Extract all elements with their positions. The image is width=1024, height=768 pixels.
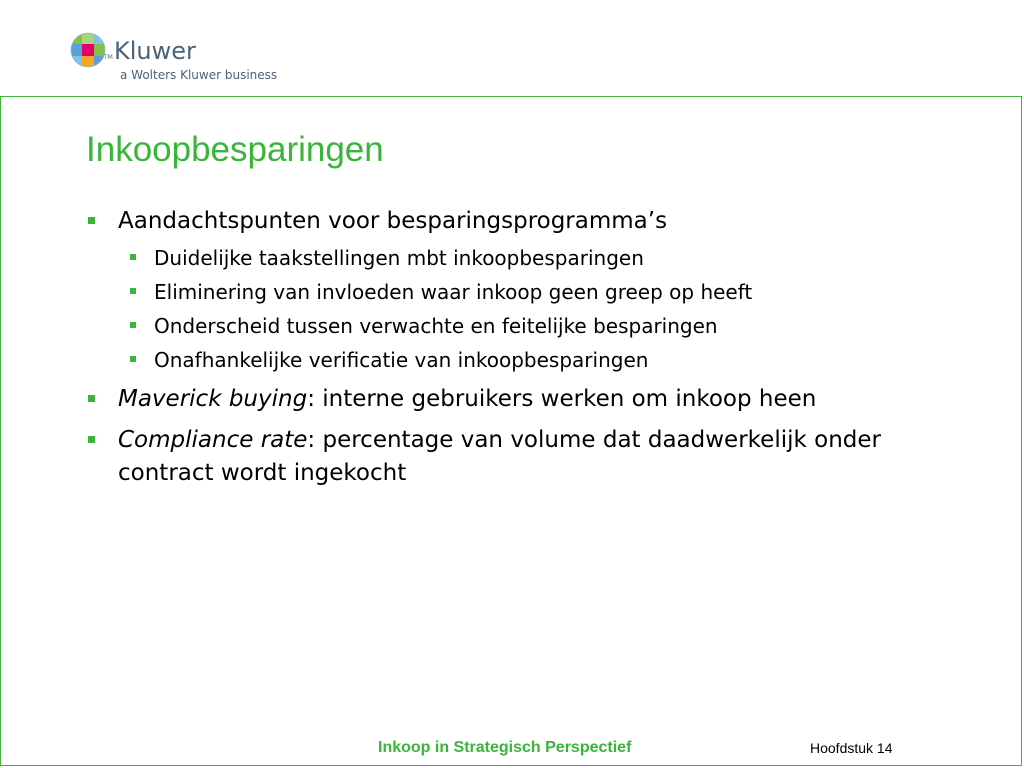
square-bullet-icon [130,322,136,328]
term-compliance-rate: Compliance rate [118,427,308,453]
square-bullet-icon [88,217,95,224]
bullet-item [86,383,946,416]
bullet-item [86,424,946,490]
square-bullet-icon [130,288,136,294]
square-bullet-icon [88,395,95,402]
sub-bullet-item [86,277,946,307]
sub-bullet-text: Duidelijke taakstellingen mbt inkoopbesparingen [154,246,644,270]
footer-book-title: Inkoop in Strategisch Perspectief [378,739,632,756]
bullet-item [86,205,946,238]
kluwer-globe-icon [70,32,106,68]
sub-bullet-item [86,243,946,273]
sub-bullet-item [86,345,946,375]
trademark-symbol: TM [104,54,113,61]
sub-bullet-text: Eliminering van invloeden waar inkoop geen greep op heeft [154,280,753,304]
logo-tagline: a Wolters Kluwer business [120,68,278,82]
square-bullet-icon [88,436,95,443]
slide-title: Inkoopbesparingen [86,130,384,169]
bullet-list [86,205,946,495]
bullet-text: Aandachtspunten voor besparingsprogramma’s [118,208,668,234]
bullet-text: : interne gebruikers werken om inkoop heen [307,386,817,412]
square-bullet-icon [130,356,136,362]
bullet-text: : percentage van volume dat daadwerkelijk onder contract wordt ingekocht [118,427,881,486]
logo-wordmark: Kluwer [114,37,196,65]
footer-chapter: Hoofdstuk 14 [810,740,893,756]
kluwer-logo [70,28,310,88]
sub-bullet-text: Onafhankelijke verificatie van inkoopbesparingen [154,348,649,372]
sub-bullet-item [86,311,946,341]
sub-bullet-text: Onderscheid tussen verwachte en feitelijke besparingen [154,314,718,338]
square-bullet-icon [130,254,136,260]
term-maverick-buying: Maverick buying [118,386,308,412]
